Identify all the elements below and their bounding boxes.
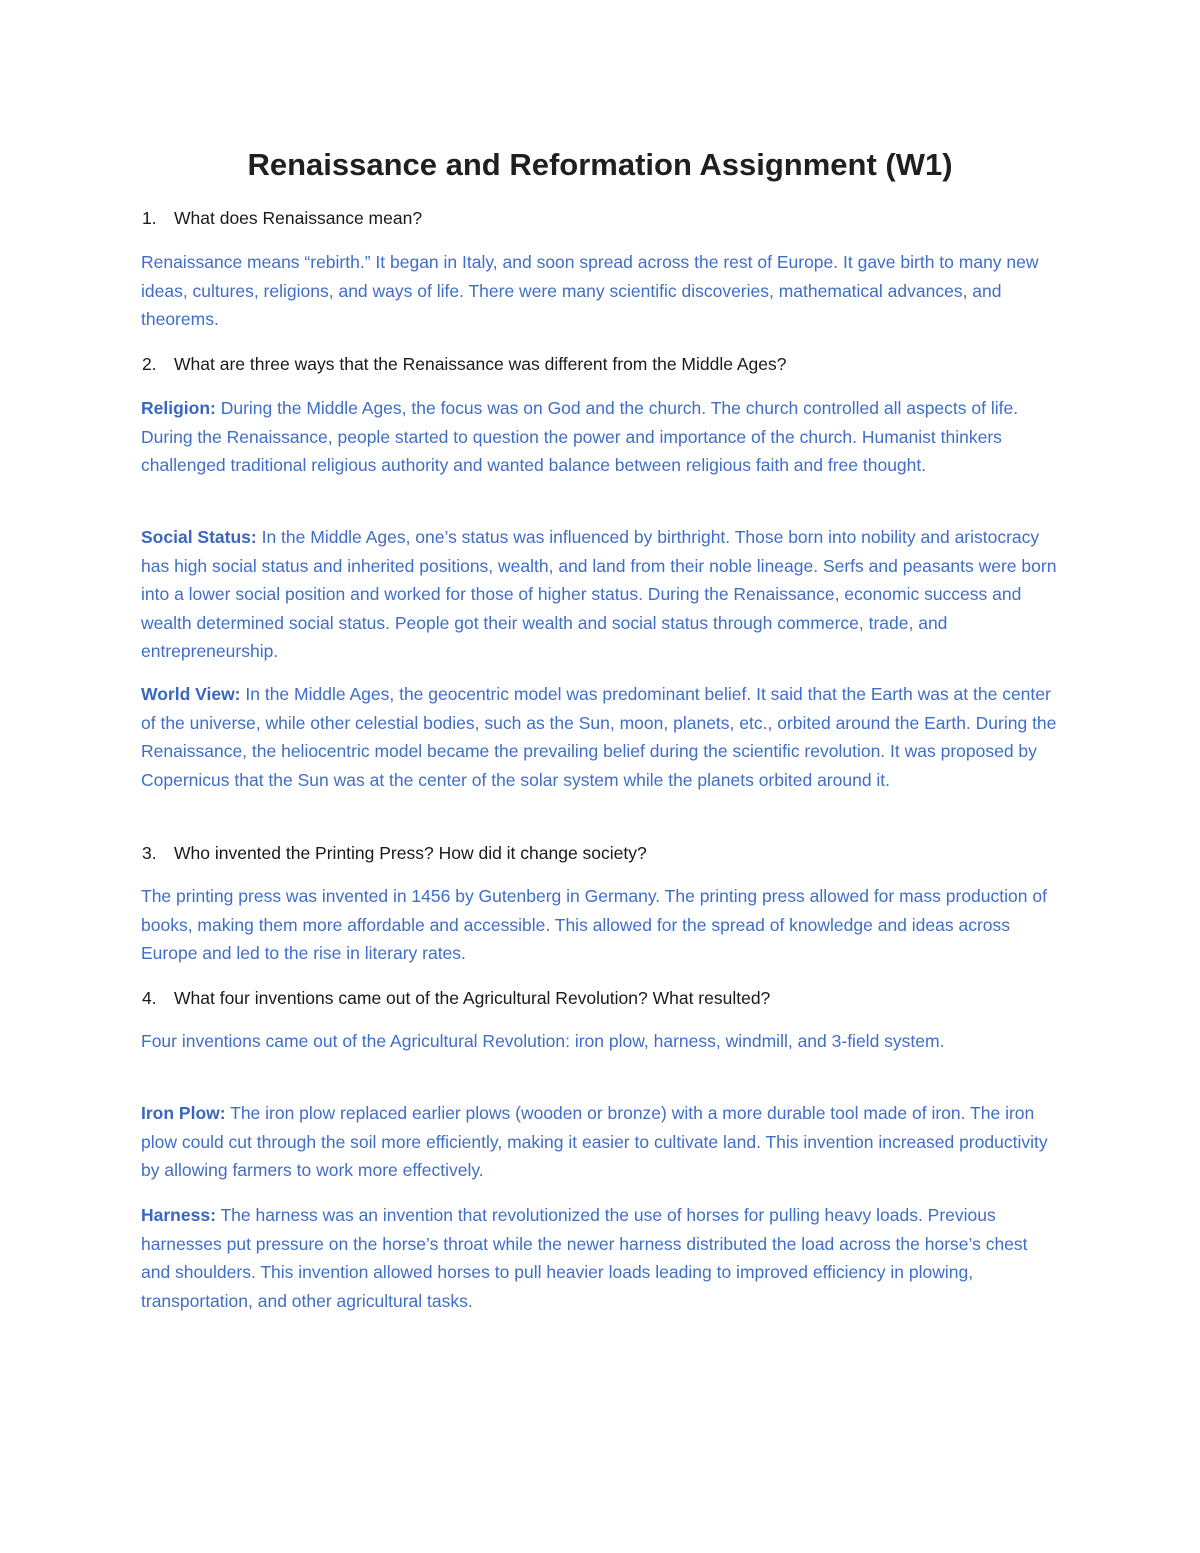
answer-2-religion (141, 394, 1061, 480)
question-number: 1. (142, 208, 157, 228)
answer-4-iron-plow (141, 1099, 1061, 1185)
question-text: Who invented the Printing Press? How did it change society? (174, 843, 647, 863)
question-number: 2. (142, 354, 157, 374)
answer-3: The printing press was invented in 1456 by Gutenberg in Germany. The printing press allowed for mass production of books, making them more affordable and accessible. This allowed for the spread of knowledge and ideas across Europe and led to the rise in literary rates. (141, 886, 1047, 963)
question-number: 4. (142, 988, 157, 1008)
question-number: 3. (142, 843, 157, 863)
answer-label: Iron Plow: (141, 1103, 226, 1123)
answer-text: In the Middle Ages, the geocentric model was predominant belief. It said that the Earth was at the center of the universe, while other celestial bodies, such as the Sun, moon, planets, etc., orbited around the Earth. During the Renaissance, the heliocentric model became the prevailing belief during the scientific revolution. It was proposed by Copernicus that the Sun was at the center of the solar system while the planets orbited around it. (141, 684, 1057, 790)
answer-4-intro: Four inventions came out of the Agricultural Revolution: iron plow, harness, windmill, and 3-field system. (141, 1031, 945, 1051)
answer-2-world-view (141, 680, 1061, 794)
answer-label: Social Status: (141, 527, 257, 547)
answer-text: The harness was an invention that revolutionized the use of horses for pulling heavy loads. Previous harnesses put pressure on the horse’s throat while the newer harness distributed the load across the horse’s chest and shoulders. This invention allowed horses to pull heavier loads leading to improved efficiency in plowing, transportation, and other agricultural tasks. (141, 1205, 1028, 1311)
answer-label: Religion: (141, 398, 216, 418)
answer-text: The iron plow replaced earlier plows (wooden or bronze) with a more durable tool made of iron. The iron plow could cut through the soil more efficiently, making it easier to cultivate land. This invention increased productivity by allowing farmers to work more effectively. (141, 1103, 1048, 1180)
question-text: What four inventions came out of the Agricultural Revolution? What resulted? (174, 988, 771, 1008)
question-2 (142, 350, 1074, 378)
question-text: What are three ways that the Renaissance was different from the Middle Ages? (174, 354, 787, 374)
question-4 (142, 984, 1074, 1012)
answer-4-harness (141, 1201, 1061, 1315)
document-title: Renaissance and Reformation Assignment (W1) (247, 147, 953, 182)
question-text: What does Renaissance mean? (174, 208, 423, 228)
answer-text: During the Middle Ages, the focus was on God and the church. The church controlled all aspects of life. During the Renaissance, people started to question the power and importance of the church. Humanist thinkers challenged traditional religious authority and wanted balance between religious faith and free thought. (141, 398, 1019, 475)
question-1 (142, 204, 1074, 232)
answer-2-social-status (141, 523, 1061, 666)
answer-text: In the Middle Ages, one’s status was influenced by birthright. Those born into nobility and aristocracy has high social status and inherited positions, wealth, and land from their noble lineage. Serfs and peasants were born into a lower social position and worked for those of higher status. During the Renaissance, economic success and wealth determined social status. People got their wealth and social status through commerce, trade, and entrepreneurship. (141, 527, 1057, 661)
answer-label: Harness: (141, 1205, 216, 1225)
question-3 (142, 839, 1074, 867)
answer-1: Renaissance means “rebirth.” It began in Italy, and soon spread across the rest of Europe. It gave birth to many new ideas, cultures, religions, and ways of life. There were many scientific discoveries, mathematical advances, and theorems. (141, 252, 1039, 329)
answer-label: World View: (141, 684, 241, 704)
